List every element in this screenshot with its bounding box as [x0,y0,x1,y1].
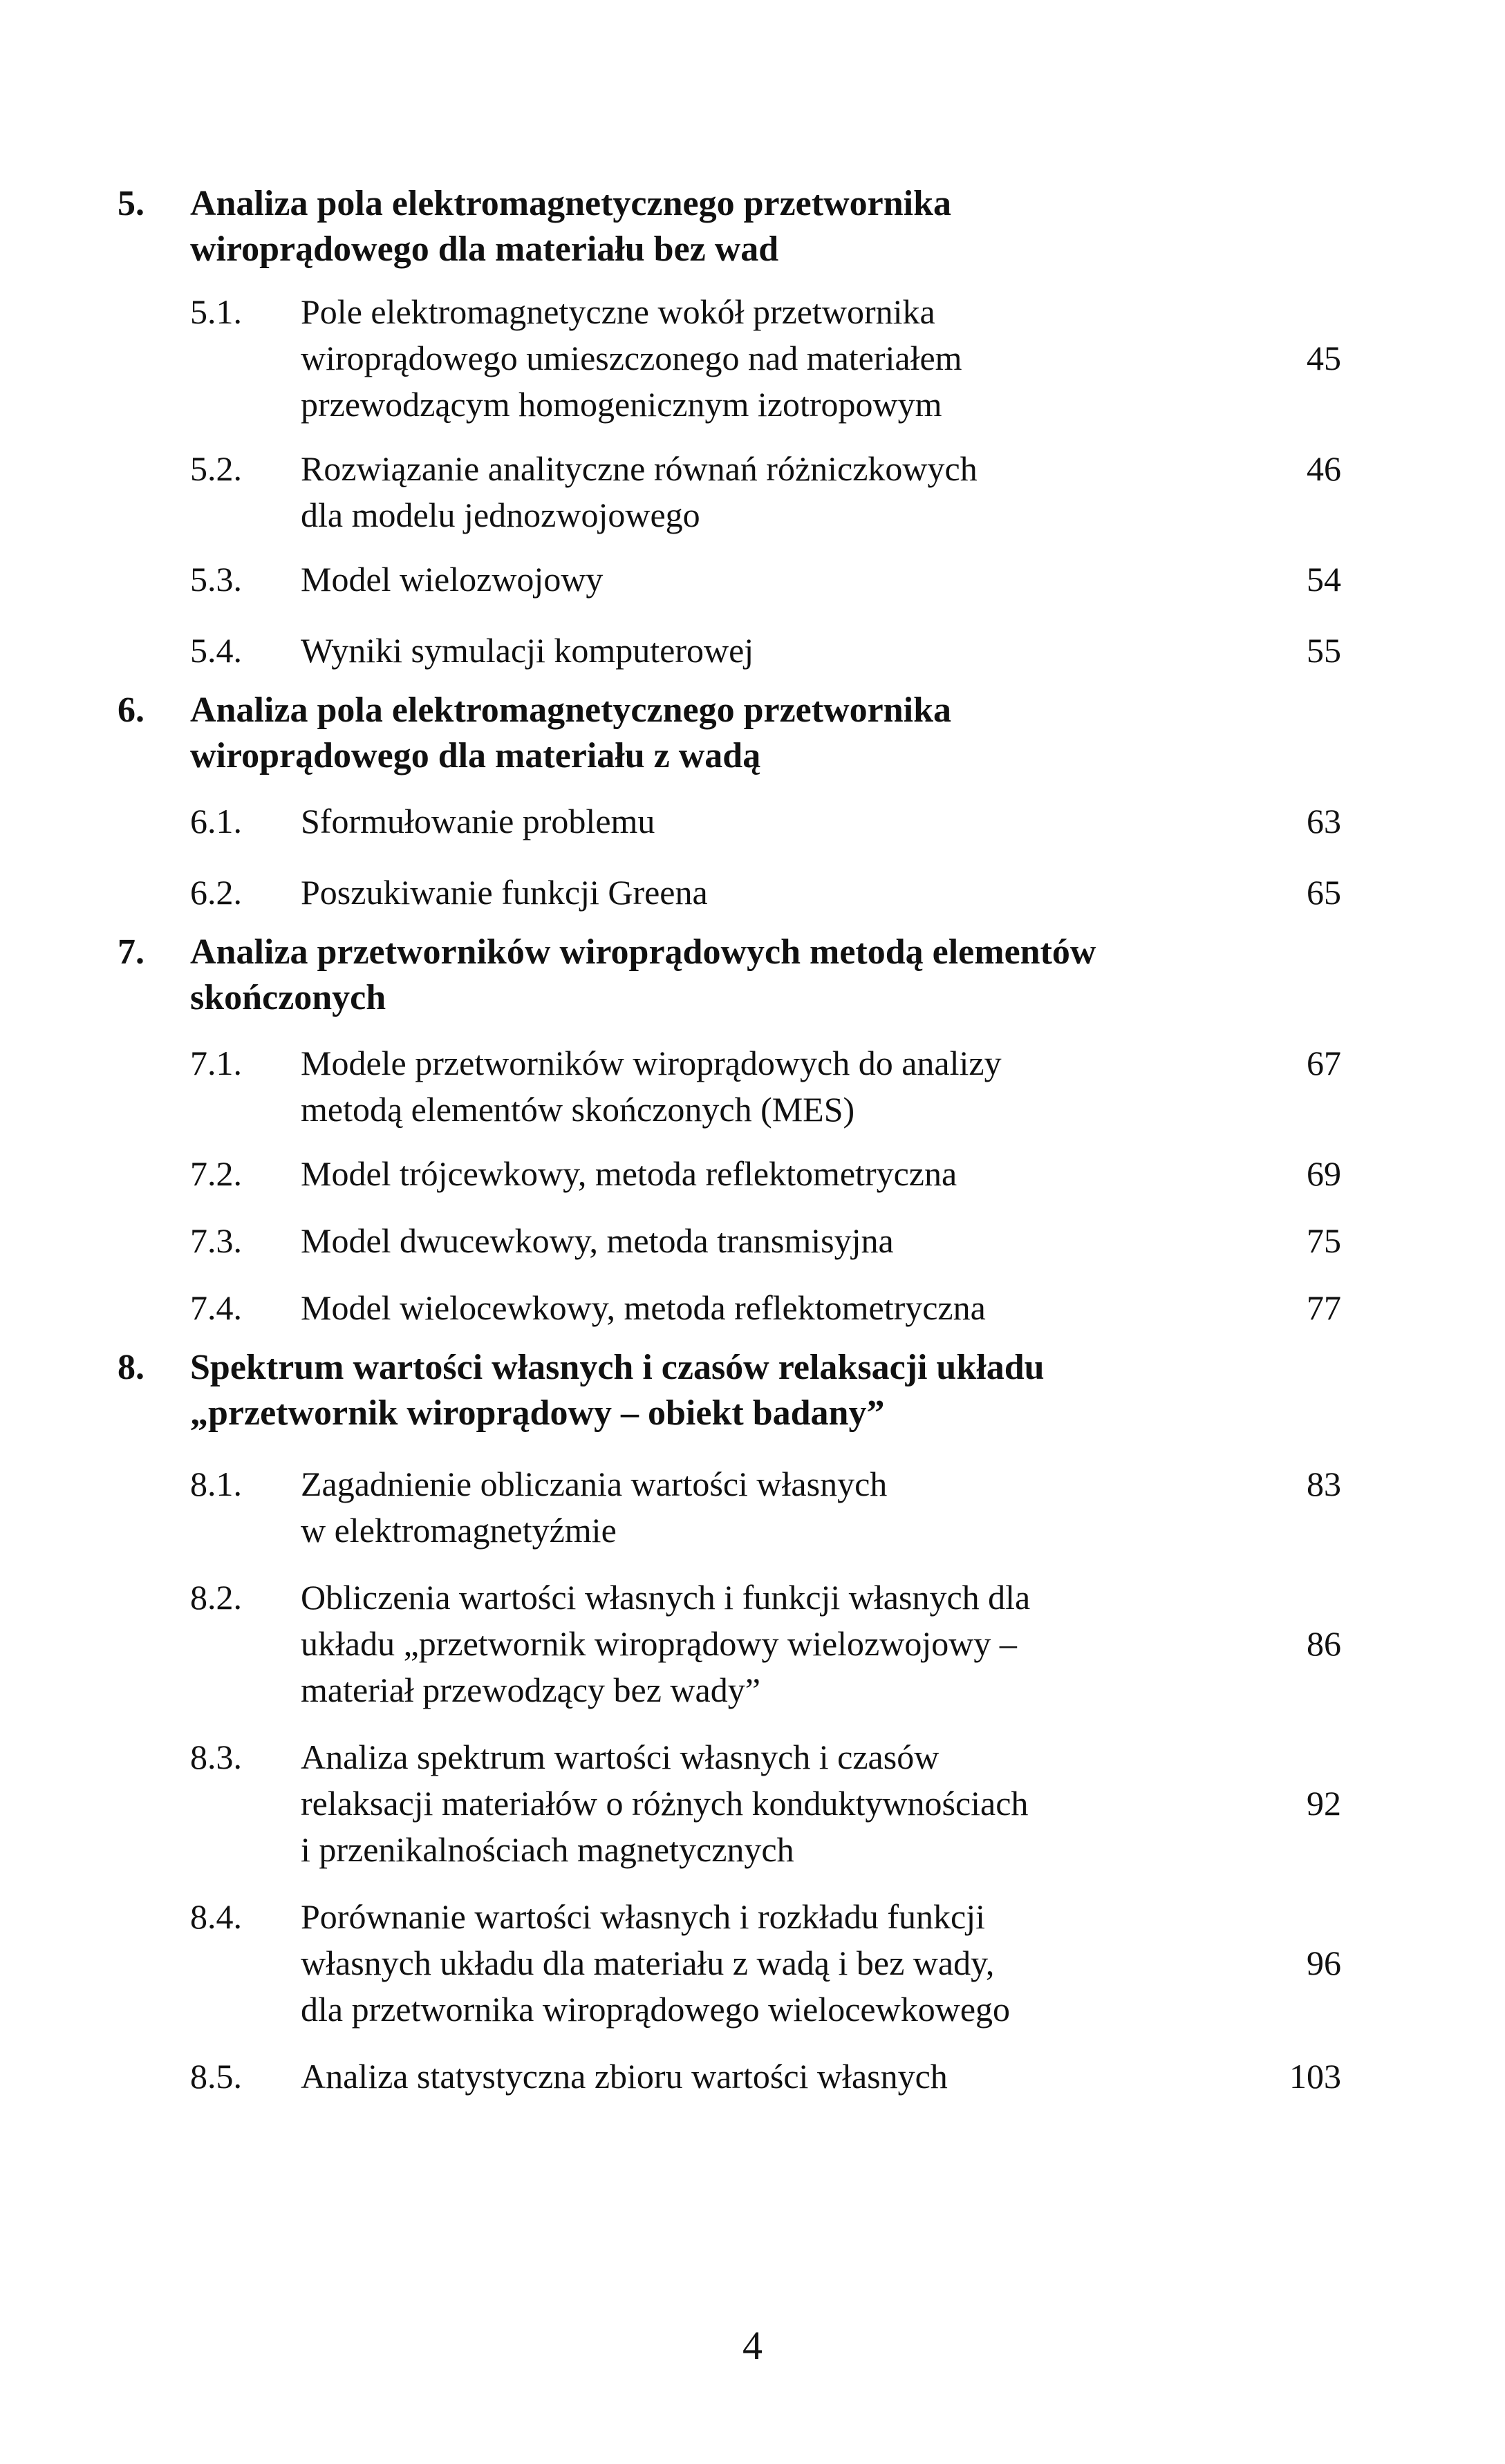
section-title: Poszukiwanie funkcji Greena [301,873,708,912]
chapter-8-heading [118,1345,1341,1436]
section-number: 7.4. [190,1288,242,1327]
chapter-number: 5. [118,184,144,223]
toc-entry-7-3 [118,1218,1341,1264]
section-number: 7.2. [190,1154,242,1193]
section-page-number: 67 [1307,1044,1341,1082]
chapter-title: Analiza pola elektromagnetycznego przetwornika wiroprądowego dla materiału z wadą [190,690,951,775]
section-page-number: 54 [1307,560,1341,599]
chapter-7-heading [118,930,1341,1021]
section-page-number: 83 [1307,1465,1341,1503]
chapter-number: 6. [118,690,144,730]
section-page-number: 96 [1307,1944,1341,1982]
chapter-number: 7. [118,932,144,972]
toc-entry-7-1 [118,1040,1341,1133]
section-number: 5.4. [190,631,242,670]
toc-entry-5-2 [118,446,1341,538]
section-page-number: 92 [1307,1784,1341,1823]
section-page-number: 103 [1289,2057,1341,2096]
section-number: 7.3. [190,1221,242,1260]
section-page-number: 46 [1307,449,1341,488]
chapter-5-heading [118,181,1341,272]
toc-entry-6-2 [118,869,1341,916]
chapter-title: Spektrum wartości własnych i czasów relaksacji układu „przetwornik wiroprądowy – obiekt badany” [190,1348,1045,1433]
toc-entry-5-1 [118,289,1341,428]
section-title: Model wielocewkowy, metoda reflektometryczna [301,1288,986,1327]
section-title: Sformułowanie problemu [301,802,655,840]
section-title: Modele przetworników wiroprądowych do analizy metodą elementów skończonych (MES) [301,1044,1002,1129]
section-page-number: 69 [1307,1154,1341,1193]
section-title: Model dwucewkowy, metoda transmisyjna [301,1221,894,1260]
section-number: 6.2. [190,873,242,912]
chapter-title: Analiza pola elektromagnetycznego przetwornika wiroprądowego dla materiału bez wad [190,184,951,269]
section-title: Rozwiązanie analityczne równań różniczkowych dla modelu jednozwojowego [301,449,978,534]
toc-entry-8-5 [118,2053,1341,2100]
section-number: 8.5. [190,2057,242,2096]
toc-entry-7-2 [118,1151,1341,1197]
toc-entry-5-4 [118,628,1341,674]
section-title: Pole elektromagnetyczne wokół przetwornika wiroprądowego umieszczonego nad materiałem przewodzącym homogenicznym izotropowym [301,292,962,424]
section-page-number: 77 [1307,1288,1341,1327]
section-title: Model trójcewkowy, metoda reflektometryczna [301,1154,957,1193]
section-title: Obliczenia wartości własnych i funkcji własnych dla układu „przetwornik wiroprądowy wielozwojowy – materiał przewodzący bez wady” [301,1578,1031,1709]
section-page-number: 55 [1307,631,1341,670]
chapter-title: Analiza przetworników wiroprądowych metodą elementów skończonych [190,932,1096,1017]
section-title: Analiza statystyczna zbioru wartości własnych [301,2057,948,2096]
toc-entry-6-1 [118,798,1341,845]
section-number: 8.1. [190,1465,242,1503]
section-number: 8.3. [190,1738,242,1776]
section-title: Zagadnienie obliczania wartości własnych w elektromagnetyźmie [301,1465,888,1550]
toc-entry-8-4 [118,1894,1341,2033]
section-page-number: 75 [1307,1221,1341,1260]
section-title: Model wielozwojowy [301,560,604,599]
section-page-number: 86 [1307,1624,1341,1663]
page-number: 4 [742,2323,763,2368]
section-number: 5.1. [190,292,242,331]
toc-entry-8-1 [118,1461,1341,1554]
chapter-number: 8. [118,1348,144,1387]
section-title: Porównanie wartości własnych i rozkładu funkcji własnych układu dla materiału z wadą i bez wady, dla przetwornika wiroprądowego wielocewkowego [301,1897,1011,2029]
section-number: 8.2. [190,1578,242,1617]
section-title: Wyniki symulacji komputerowej [301,631,754,670]
toc-entry-8-2 [118,1574,1341,1713]
toc-entry-5-3 [118,556,1341,603]
section-page-number: 45 [1307,339,1341,377]
section-page-number: 65 [1307,873,1341,912]
section-number: 8.4. [190,1897,242,1936]
section-number: 6.1. [190,802,242,840]
table-of-contents [118,181,1341,2100]
section-number: 7.1. [190,1044,242,1082]
toc-entry-7-4 [118,1285,1341,1331]
toc-entry-8-3 [118,1734,1341,1873]
chapter-6-heading [118,688,1341,779]
section-number: 5.3. [190,560,242,599]
section-page-number: 63 [1307,802,1341,840]
section-number: 5.2. [190,449,242,488]
section-title: Analiza spektrum wartości własnych i czasów relaksacji materiałów o różnych konduktywnościach i przenikalnościach magnetycznych [301,1738,1029,1869]
